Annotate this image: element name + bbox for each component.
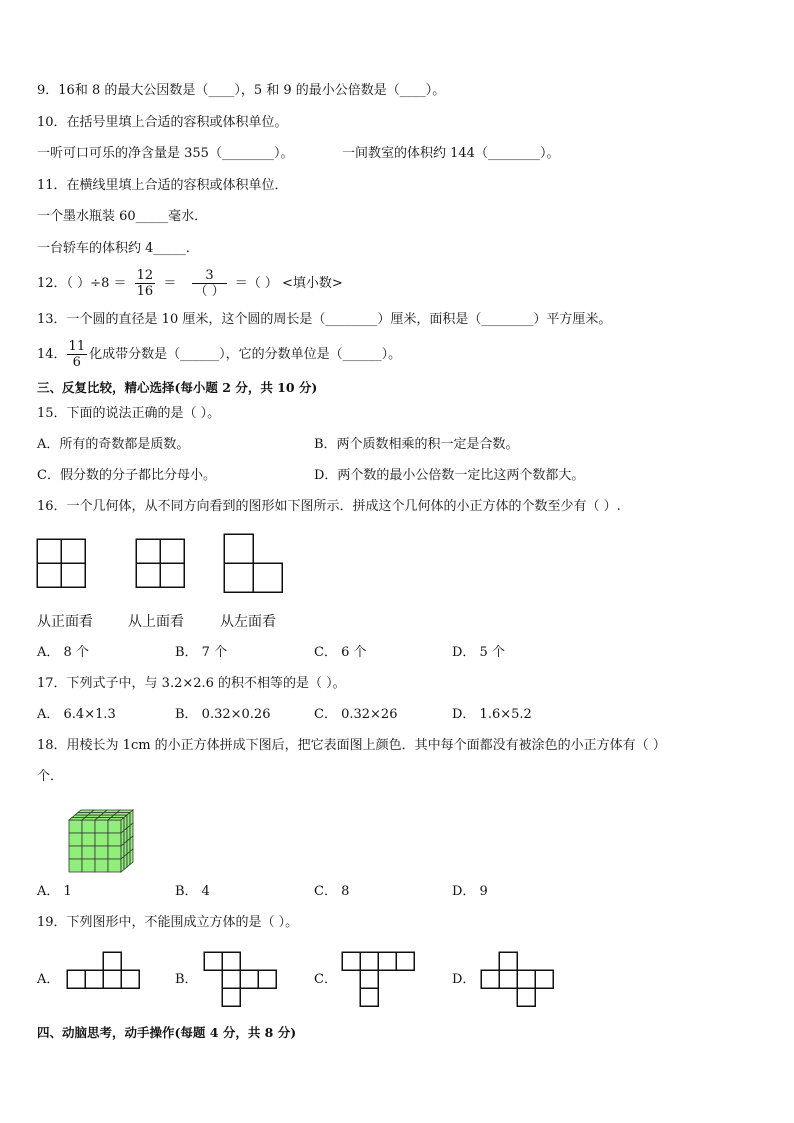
question-15-option-a: A．所有的奇数都是质数。 — [37, 437, 190, 452]
question-13: 13．一个圆的直径是 10 厘米，这个圆的周长是（________）厘米，面积是（________）平方厘米。 — [37, 312, 612, 327]
question-17-stem: 17．下列式子中，与 3.2×2.6 的积不相等的是（ ）。 — [37, 676, 346, 691]
equals-sign: ＝ — [163, 276, 177, 291]
fraction-3-blank — [192, 268, 226, 299]
question-18-option-a: A． 1 — [37, 884, 72, 899]
question-18-stem: 18．用棱长为 1cm 的小正方体拼成下图后，把它表面图上颜色．其中每个面都没有被涂色的小正方体有（ ） — [37, 738, 666, 753]
question-17-option-c: C． 0.32×26 — [314, 707, 398, 722]
cube-side-cell — [127, 852, 130, 868]
front-view-figure — [36, 538, 88, 590]
cube-front-cell — [95, 859, 108, 872]
cube-front-cell — [69, 846, 82, 859]
question-15-option-c: C．假分数的分子都比分母小。 — [37, 468, 216, 483]
cube-side-cell — [124, 854, 127, 870]
net-figure-b — [203, 950, 279, 1010]
question-18-stem-continued: 个． — [37, 769, 64, 784]
cube-front-cell — [69, 859, 82, 872]
question-10-a: 一听可口可乐的净含量是 355（________）。 — [37, 146, 294, 161]
fraction-numerator: 12 — [136, 268, 154, 283]
cube-front-cell — [82, 846, 95, 859]
question-16-stem: 16．一个几何体，从不同方向看到的图形如下图所示．拼成这个几何体的小正方体的个数至少有（ ）. — [37, 499, 621, 514]
painted-cube-figure — [66, 806, 142, 876]
question-19-stem: 19．下列图形中，不能围成立方体的是（ ）。 — [37, 915, 299, 930]
cube-front-cell — [95, 833, 108, 846]
cube-front-cell — [108, 820, 121, 833]
question-15-stem: 15．下面的说法正确的是（ ）。 — [37, 406, 221, 421]
question-17-option-d: D． 1.6×5.2 — [452, 707, 532, 722]
question-18-option-c: C． 8 — [314, 884, 350, 899]
net-figure-d — [480, 950, 556, 1010]
fraction-denominator: （ ） — [194, 284, 225, 299]
question-17-option-a: A． 6.4×1.3 — [37, 707, 116, 722]
cube-front-cell — [108, 846, 121, 859]
question-11-a: 一个墨水瓶装 60_____毫水． — [37, 209, 208, 224]
top-view-figure — [135, 538, 187, 590]
net-figure-c — [341, 950, 417, 1010]
question-19-option-b-label: B． — [175, 972, 198, 987]
fraction-numerator: 3 — [192, 268, 226, 284]
question-16-option-b: B． 7 个 — [175, 645, 228, 660]
question-10-stem: 10．在括号里填上合适的容积或体积单位。 — [37, 115, 288, 130]
question-10-b: 一间教室的体积约 144（________）。 — [342, 146, 560, 161]
label-left-view: 从左面看 — [220, 614, 276, 630]
cube-front-cell — [82, 859, 95, 872]
question-11-b: 一台轿车的体积约 4_____． — [37, 241, 199, 256]
question-14 — [37, 337, 401, 373]
cube-front-cell — [108, 833, 121, 846]
fraction-denominator: 6 — [72, 355, 81, 370]
question-16-option-d: D． 5 个 — [452, 645, 505, 660]
question-14-rest: 化成带分数是（______），它的分数单位是（______）。 — [89, 347, 402, 362]
net-figure-a — [66, 950, 142, 990]
cube-front-cell — [108, 859, 121, 872]
cube-side-cell — [130, 849, 133, 865]
question-18-option-b: B． 4 — [175, 884, 210, 899]
fraction-12-16 — [135, 268, 156, 299]
section-4-heading: 四、动脑思考，动手操作(每题 4 分，共 8 分) — [37, 1025, 297, 1040]
section-3-heading: 三、反复比较，精心选择(每小题 2 分，共 10 分) — [37, 380, 318, 395]
question-16-option-a: A． 8 个 — [37, 645, 89, 660]
question-12-part2: ＝（ ） <填小数> — [234, 276, 343, 291]
cube-front-cell — [69, 833, 82, 846]
cube-side-cell — [121, 857, 124, 873]
question-9: 9．16和 8 的最大公因数是（____），5 和 9 的最小公倍数是（____）。 — [37, 83, 446, 98]
question-12-part1: 12．（ ）÷8 ＝ — [37, 276, 127, 291]
question-16-option-c: C． 6 个 — [314, 645, 367, 660]
fraction-11-6 — [67, 339, 88, 370]
question-19-option-c-label: C． — [314, 972, 337, 987]
cube-front-cell — [95, 846, 108, 859]
question-19-option-d-label: D． — [452, 972, 476, 987]
fraction-denominator: 16 — [136, 284, 154, 299]
question-14-prefix: 14． — [37, 347, 67, 362]
left-view-figure — [223, 533, 285, 595]
cube-front-cell — [82, 820, 95, 833]
fraction-numerator: 11 — [68, 339, 86, 354]
question-15-option-b: B．两个质数相乘的积一定是合数。 — [314, 437, 519, 452]
question-12 — [37, 268, 343, 300]
cube-front-cell — [95, 820, 108, 833]
cube-front-cell — [82, 833, 95, 846]
question-19-option-a-label: A． — [37, 972, 60, 987]
label-top-view: 从上面看 — [128, 614, 184, 630]
question-15-option-d: D．两个数的最小公倍数一定比这两个数都大。 — [314, 468, 585, 483]
question-11-stem: 11．在横线里填上合适的容积或体积单位． — [37, 178, 288, 193]
label-front-view: 从正面看 — [37, 614, 93, 630]
question-17-option-b: B． 0.32×0.26 — [175, 707, 271, 722]
question-18-option-d: D． 9 — [452, 884, 488, 899]
cube-front-cell — [69, 820, 82, 833]
